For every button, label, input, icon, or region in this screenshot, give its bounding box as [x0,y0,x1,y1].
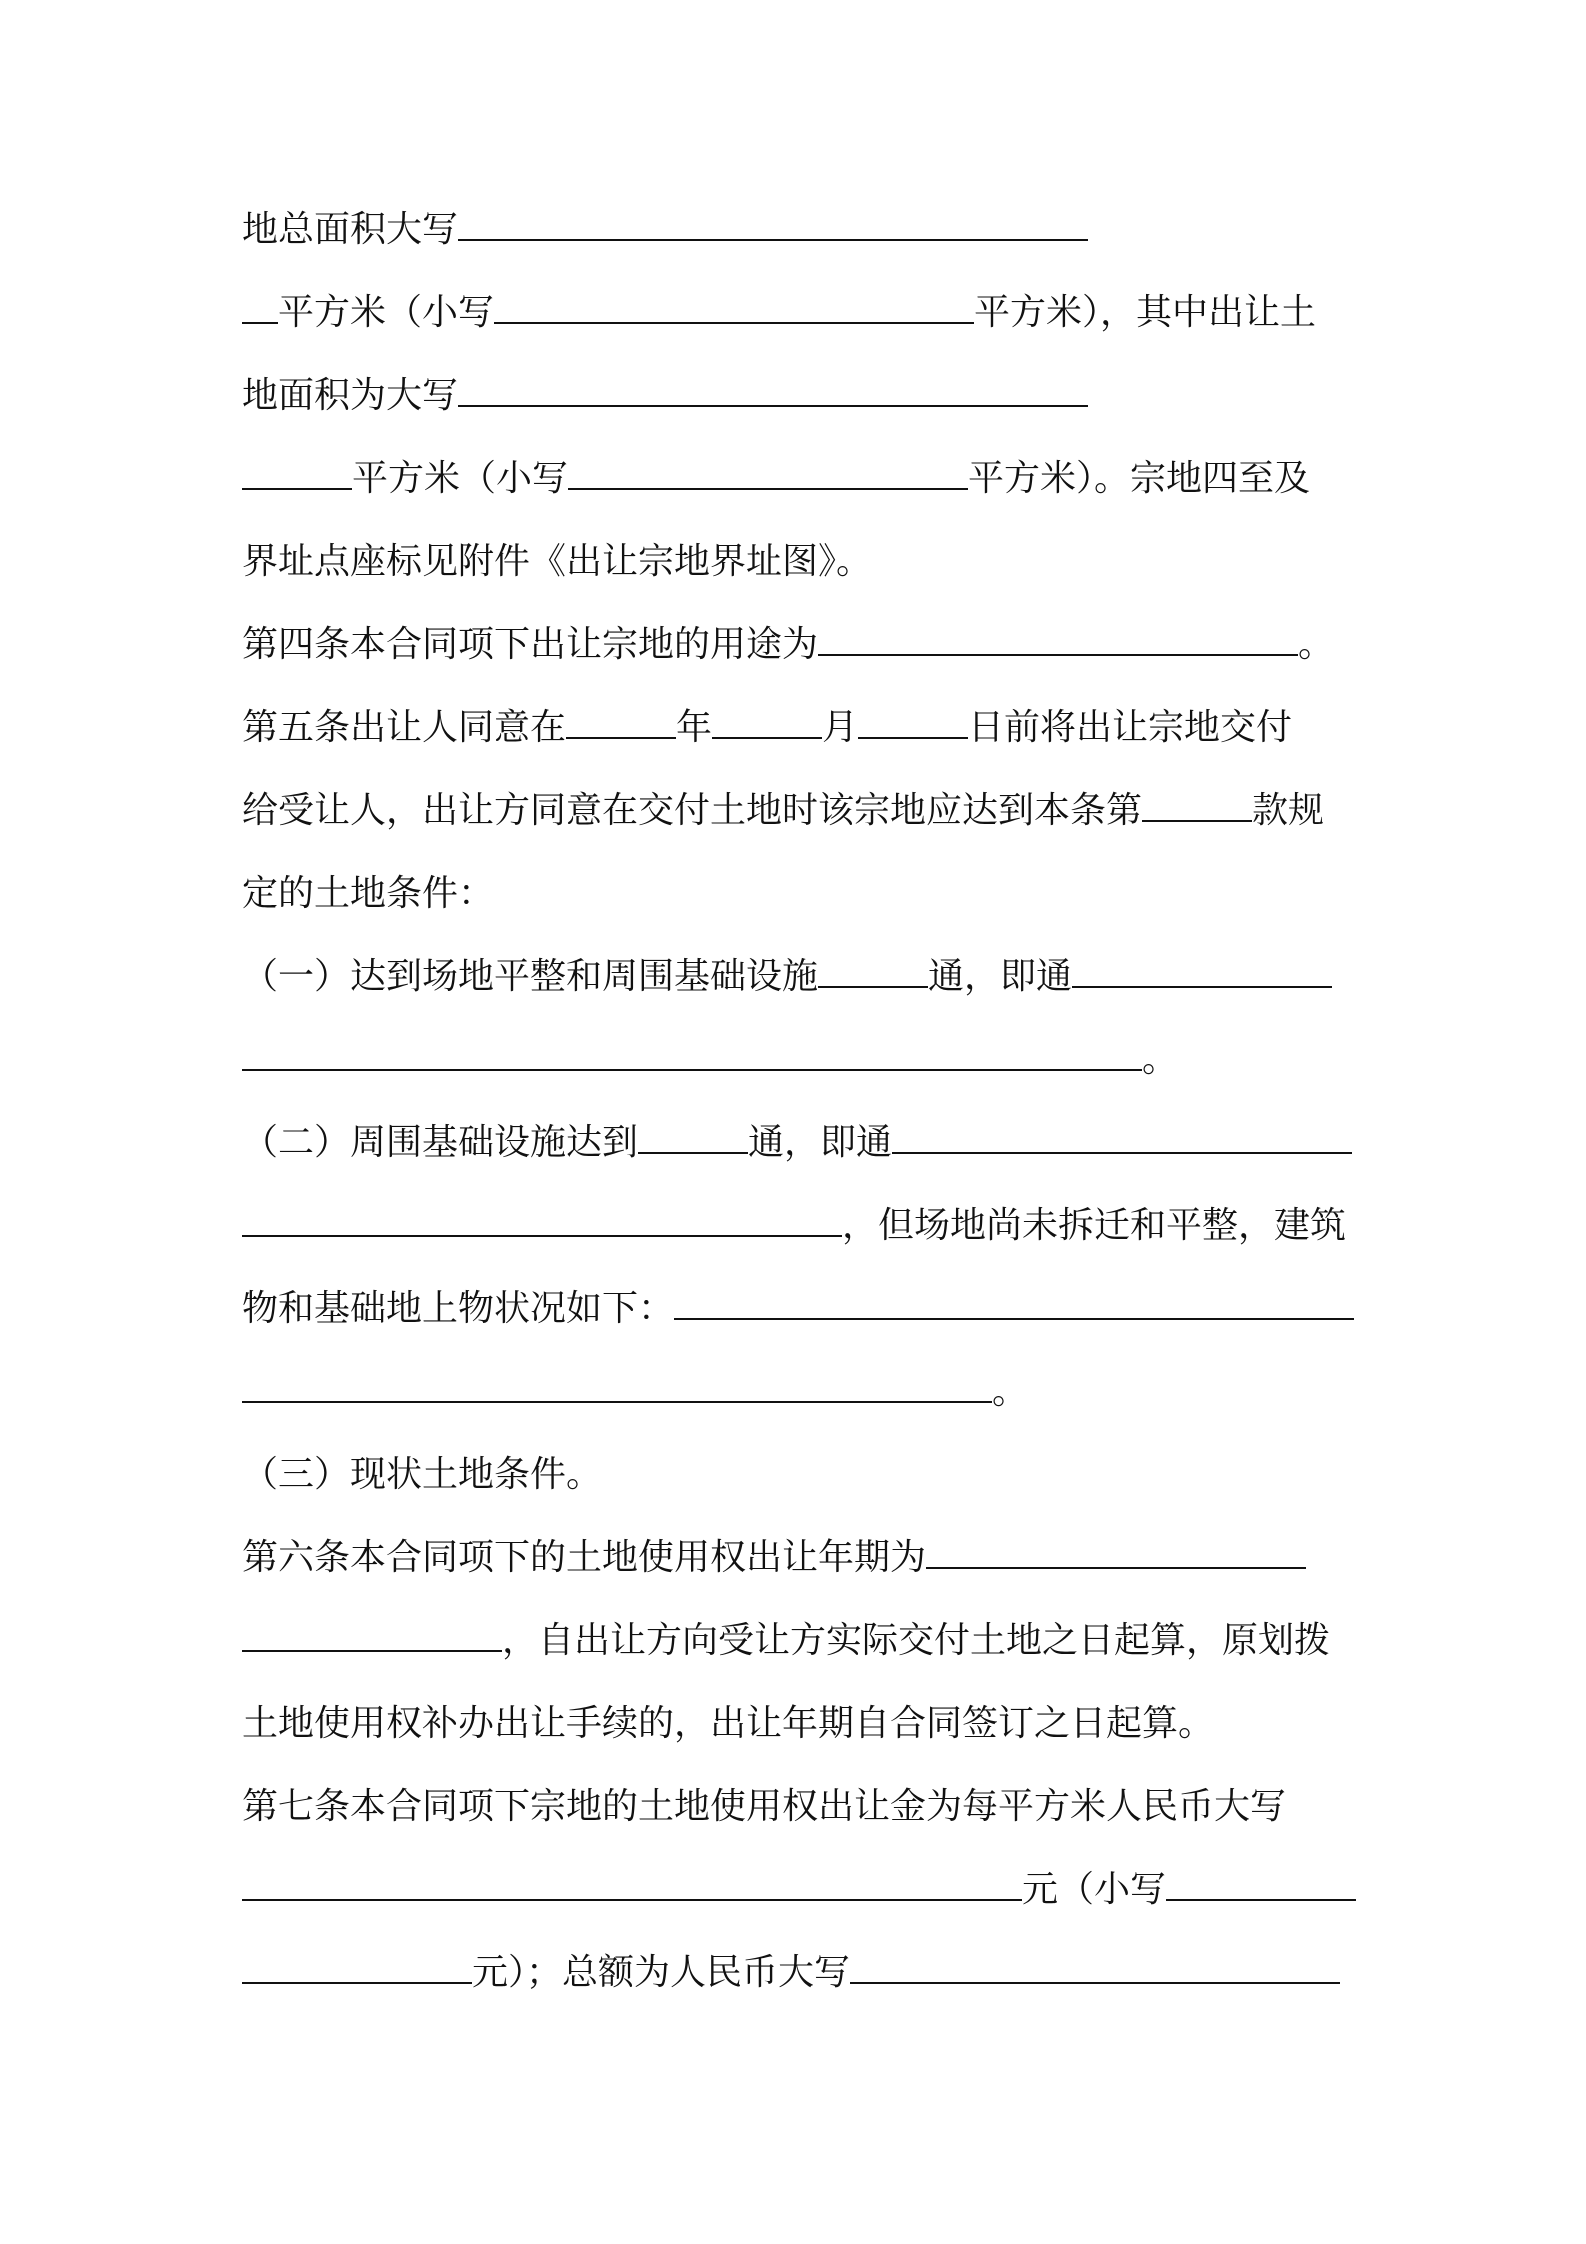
line-text: 平方米（小写 [352,458,569,499]
line-text: 通，即通 [928,956,1073,997]
text-line [242,1445,602,1505]
text-line [242,1528,1306,1588]
line-text: 元（小写 [1022,1869,1167,1910]
text-line [242,781,1324,841]
line-text: 元）；总额为人民币大写 [472,1952,851,1993]
fill-in-blank[interactable] [242,1035,1142,1071]
text-line [242,1694,1214,1754]
fill-in-blank[interactable] [242,1367,992,1403]
text-line [242,283,1316,343]
fill-in-blank[interactable] [892,1118,1352,1154]
fill-in-blank[interactable] [850,1948,1340,1984]
fill-in-blank[interactable] [858,703,968,739]
text-line [242,366,1088,426]
line-text: 第五条出让人同意在 [242,707,567,748]
text-line [242,1362,1028,1422]
text-line [242,1196,1346,1256]
line-text: 定的土地条件： [242,873,495,914]
fill-in-blank[interactable] [712,703,822,739]
fill-in-blank[interactable] [242,1948,472,1984]
fill-in-blank[interactable] [242,1616,502,1652]
fill-in-blank[interactable] [818,620,1298,656]
line-text: 年 [676,707,713,748]
line-text: 通，即通 [748,1122,893,1163]
fill-in-blank[interactable] [242,1201,842,1237]
line-text: 平方米）。宗地四至及 [968,458,1311,499]
text-line [242,698,1292,758]
fill-in-blank[interactable] [242,288,278,324]
fill-in-blank[interactable] [1142,786,1252,822]
line-text: 平方米（小写 [278,292,495,333]
text-line [242,449,1310,509]
text-line [242,1860,1356,1920]
fill-in-blank[interactable] [242,1865,1022,1901]
fill-in-blank[interactable] [1072,952,1332,988]
fill-in-blank[interactable] [926,1533,1306,1569]
line-text: ，但场地尚未拆迁和平整，建筑 [842,1205,1347,1246]
fill-in-blank[interactable] [458,371,1088,407]
line-text: （三）现状土地条件。 [242,1454,603,1495]
line-text: 给受让人，出让方同意在交付土地时该宗地应达到本条第 [242,790,1143,831]
line-text: 界址点座标见附件《出让宗地界址图》。 [242,541,873,582]
text-line [242,1279,1354,1339]
line-text: 。 [1142,1039,1179,1080]
line-text: 地面积为大写 [242,375,459,416]
line-text: 第四条本合同项下出让宗地的用途为 [242,624,819,665]
text-line [242,1611,1330,1671]
line-text: 物和基础地上物状况如下： [242,1288,675,1329]
fill-in-blank[interactable] [568,454,968,490]
text-line [242,1030,1178,1090]
line-text: 。 [992,1371,1029,1412]
fill-in-blank[interactable] [638,1118,748,1154]
fill-in-blank[interactable] [818,952,928,988]
text-line [242,532,872,592]
line-text: 第六条本合同项下的土地使用权出让年期为 [242,1537,927,1578]
line-text: （一）达到场地平整和周围基础设施 [242,956,819,997]
text-line [242,864,494,924]
line-text: 月 [822,707,859,748]
line-text: 平方米），其中出让土 [974,292,1317,333]
text-line [242,615,1334,675]
fill-in-blank[interactable] [458,205,1088,241]
line-text: 款规 [1252,790,1325,831]
text-line [242,200,1088,260]
line-text: （二）周围基础设施达到 [242,1122,639,1163]
line-text: 土地使用权补办出让手续的，出让年期自合同签订之日起算。 [242,1703,1215,1744]
line-text: 日前将出让宗地交付 [968,707,1293,748]
text-line [242,1943,1340,2003]
fill-in-blank[interactable] [566,703,676,739]
text-line [242,947,1332,1007]
fill-in-blank[interactable] [242,454,352,490]
text-line [242,1777,1286,1837]
fill-in-blank[interactable] [494,288,974,324]
text-line [242,1113,1352,1173]
line-text: 第七条本合同项下宗地的土地使用权出让金为每平方米人民币大写 [242,1786,1287,1827]
line-text: 地总面积大写 [242,209,459,250]
fill-in-blank[interactable] [674,1284,1354,1320]
line-text: ，自出让方向受让方实际交付土地之日起算，原划拨 [502,1620,1331,1661]
line-text: 。 [1298,624,1335,665]
fill-in-blank[interactable] [1166,1865,1356,1901]
